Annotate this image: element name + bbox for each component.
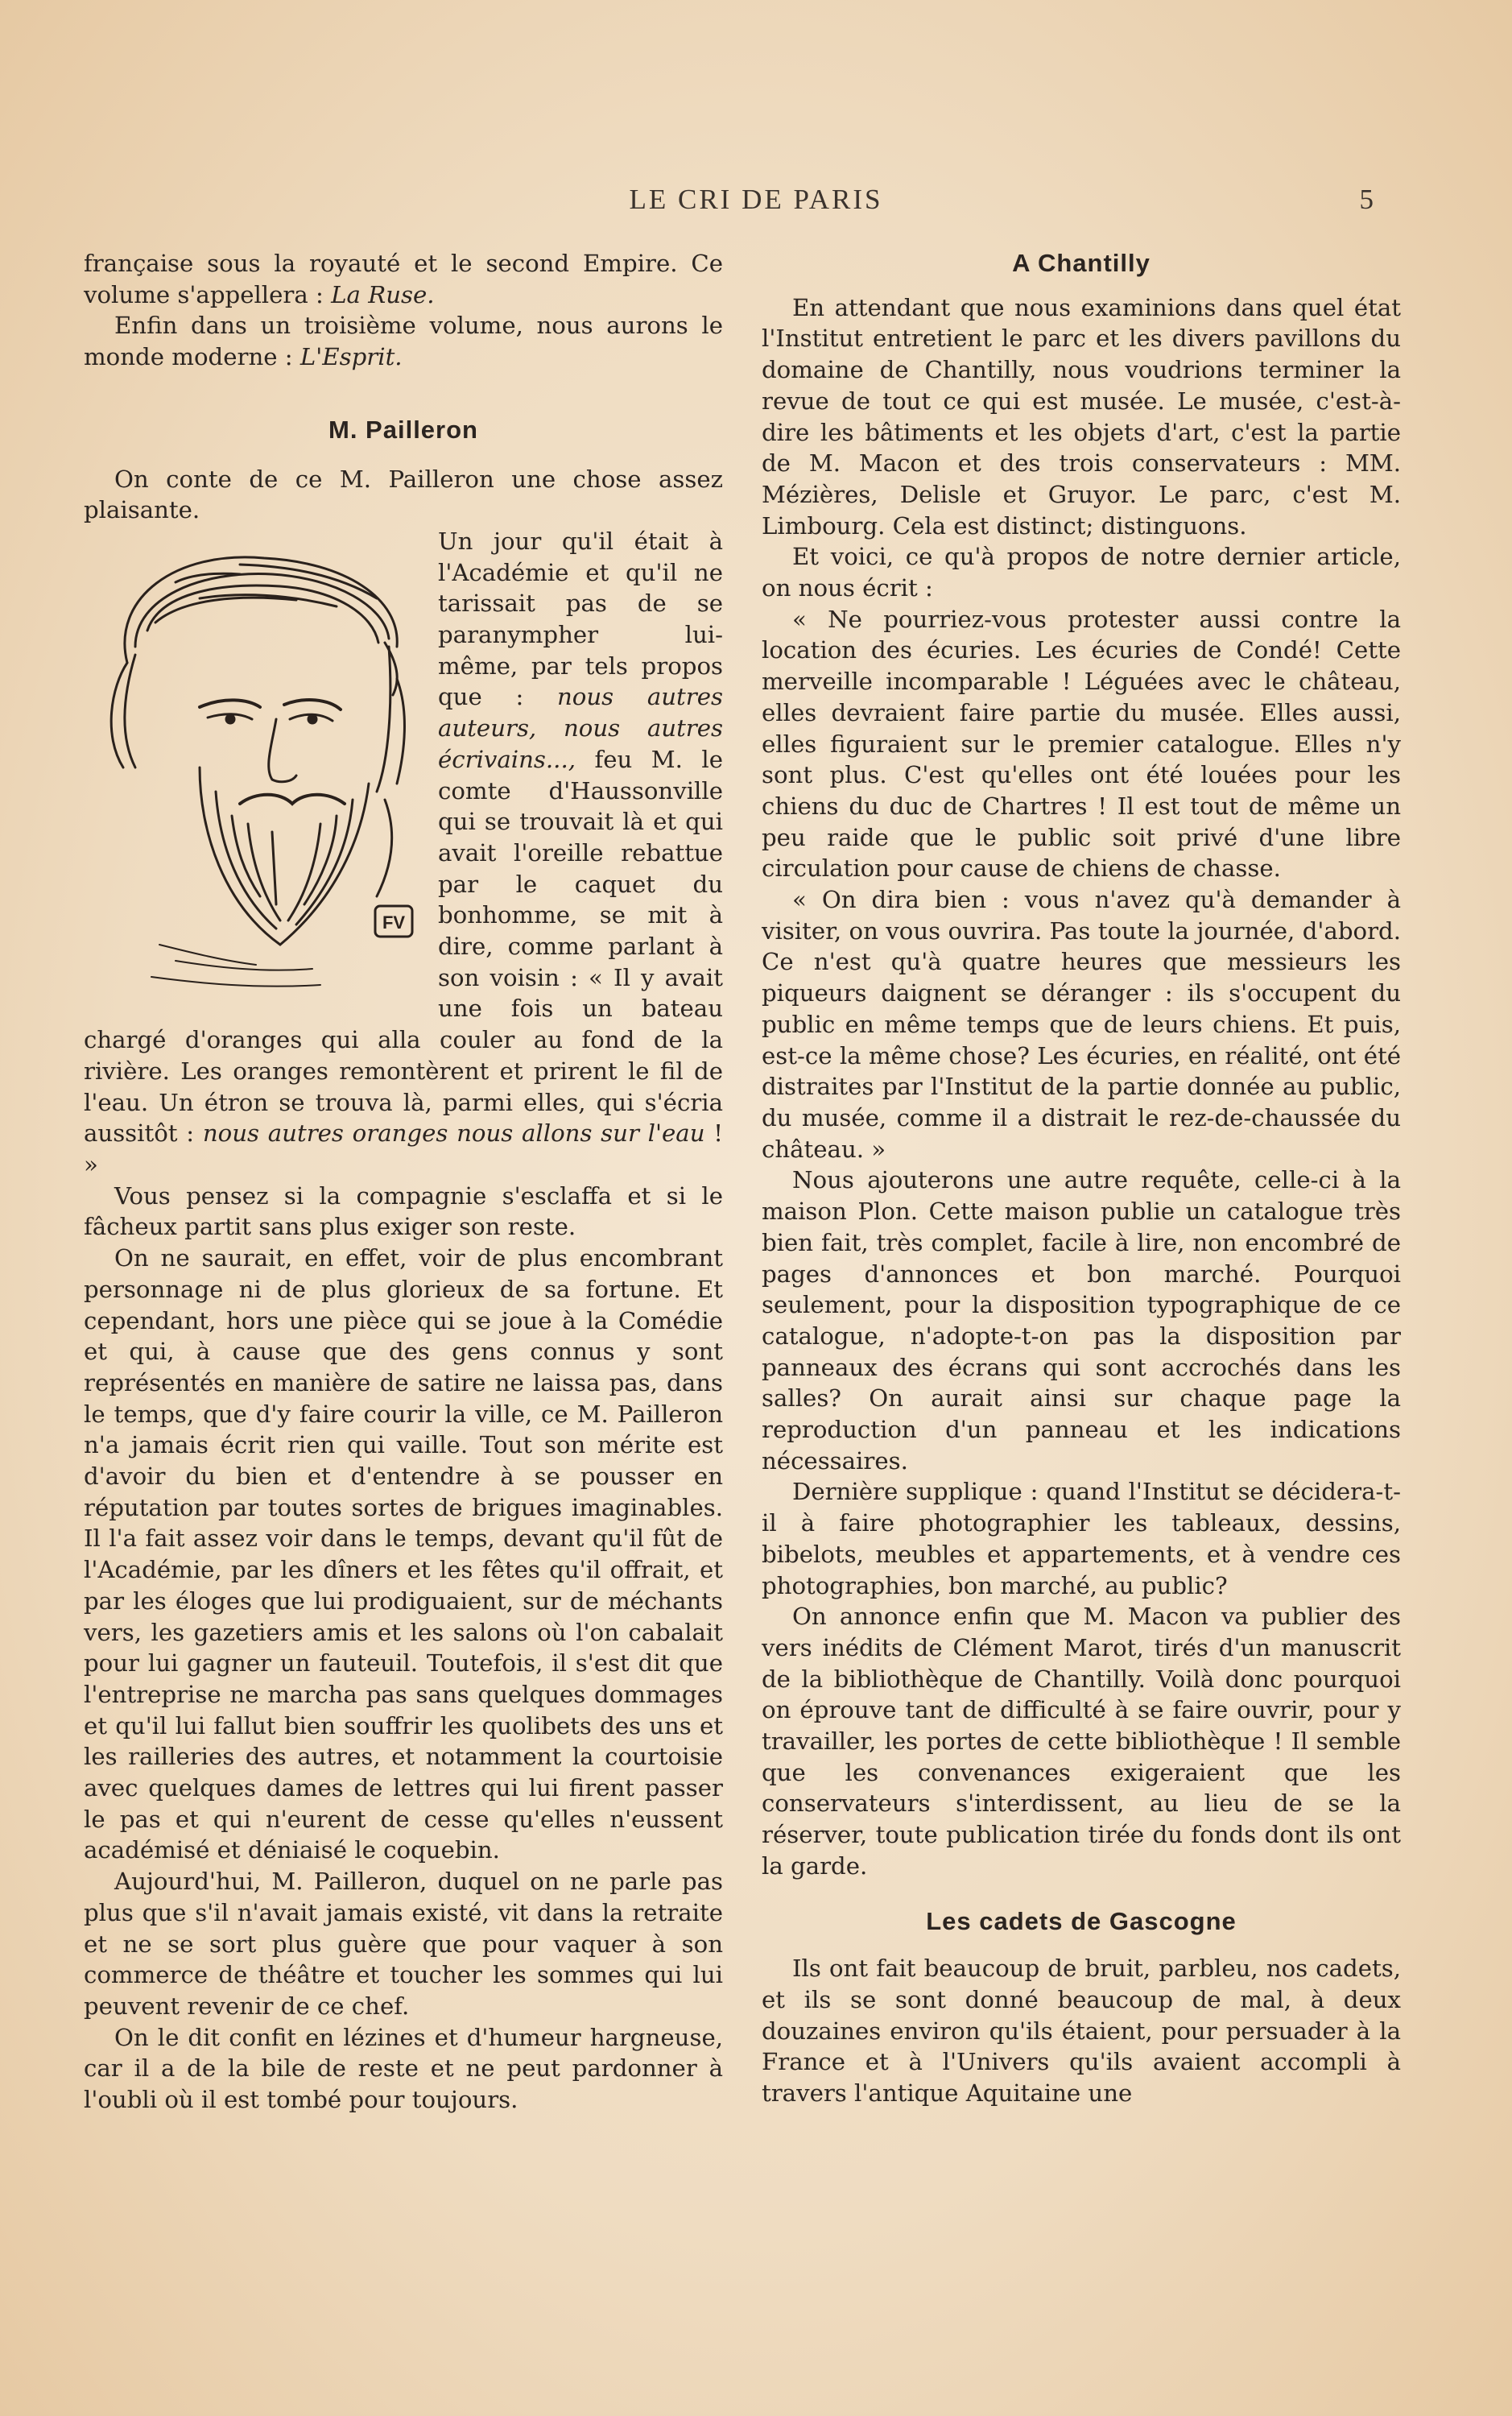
book-title: La Ruse. <box>331 280 435 308</box>
book-title: L'Esprit. <box>300 343 403 371</box>
paragraph: Vous pensez si la compagnie s'esclaffa et si le fâcheux partit sans plus exiger son reste. <box>84 1181 723 1241</box>
monogram-label: FV <box>382 912 406 933</box>
paragraph: Nous ajouterons une autre requête, celle-ci à la maison Plon. Cette maison publie un catalogue très bien fait, très complet, facile à lire, non encombré de pages d'annonces et bon marché. Pourquoi seulement, pour la disposition typographique de ce catalogue, n'adopte-t-on pas la disposition par panneaux des écrans qui sont accrochés dans les salles? On aurait ainsi sur chaque page la reproduction d'un panneau et les indications nécessaires. <box>762 1166 1401 1475</box>
paragraph: Dernière supplique : quand l'Institut se décidera-t-il à faire photographier les tableaux, dessins, bibelots, meubles et appartements, et à vendre ces photographies, bon marché, au public? <box>762 1478 1401 1599</box>
page-number: 5 <box>1359 184 1374 215</box>
paragraph-text: ! » <box>84 1119 723 1178</box>
paragraph: « On dira bien : vous n'avez qu'à demander à visiter, on vous ouvrira. Pas toute la journée, d'abord. Ce n'est qu'à quatre heures que messieurs les piqueurs daignent se déranger : ils s'occupent du public en même temps que de leurs chiens. Et puis, est-ce la même chose? Les écuries, en réalité, ont été distraites par l'Institut de la partie donnée au public, du musée, comme il a distrait le rez-de-chaussée du château. » <box>762 886 1401 1163</box>
paragraph: On le dit confit en lézines et d'humeur hargneuse, car il a de la bile de reste et ne peut pardonner à l'oubli où il est tombé pour toujours. <box>84 2023 723 2114</box>
section-heading-gascogne: Les cadets de Gascogne <box>926 1906 1237 1935</box>
paragraph: On ne saurait, en effet, voir de plus encombrant personnage ni de plus glorieux de sa fortune. Et cependant, hors une pièce qui se joue à la Comédie et qui, à cause que des gens connus y sont représentés en manière de satire ne laissa pas, dans le temps, que d'y faire courir la ville, ce M. Pailleron n'a jamais écrit rien qui vaille. Tout son mérite est d'avoir du bien et d'entendre à se pousser en réputation par toutes sortes de brigues imaginables. Il l'a fait assez voir dans le temps, devant qu'il fût de l'Académie, par les dîners et les fêtes qu'il offrait, et par les éloges que lui prodiguaient, sur de méchants vers, les gazetiers amis et les salons où l'on cabalait pour lui gagner un fauteuil. Toutefois, il s'est dit que l'entreprise ne marcha pas sans quelques dommages et qu'il lui fallut bien souffrir les quolibets des uns et les railleries des autres, et notamment la courtoisie avec quelques dames de lettres qui lui firent passer le pas et qui n'eurent de cesse qu'elles n'eussent académisé et déniaisé le coquebin. <box>84 1244 723 1864</box>
paragraph-text: Enfin dans un troisième volume, nous aurons le monde moderne : <box>84 312 723 371</box>
paragraph-text: feu M. le comte d'Haussonville qui se trouvait là et qui avait l'oreille rebattue par le caquet du bonhomme, se mit à dire, comme parlant à son voisin : « Il y avait une fois un bateau chargé d'oranges qui alla couler au fond de la rivière. Les oranges remontèrent et prirent le fil de l'eau. Un étron se trouva là, parmi elles, qui s'écria aussitôt : <box>84 745 723 1148</box>
paragraph-text: française sous la royauté et le second Empire. Ce volume s'appellera : <box>84 250 723 308</box>
paragraph-text: Un jour qu'il était à l'Académie et qu'il ne tarissait pas de se paranympher lui-même, par tels propos que : <box>438 527 723 711</box>
right-column <box>762 248 1401 2109</box>
quote-italic: nous autres auteurs, nous autres écrivains..., <box>438 683 723 773</box>
left-column <box>84 248 723 2116</box>
monogram-stamp <box>375 906 412 937</box>
paragraph <box>84 248 723 310</box>
paragraph: On conte de ce M. Pailleron une chose assez plaisante. <box>84 465 723 524</box>
running-title: LE CRI DE PARIS <box>629 184 883 215</box>
paragraph: Ils ont fait beaucoup de bruit, parbleu, nos cadets, et ils se sont donné beaucoup de mal, à deux douzaines environ qu'ils étaient, pour persuader à la France et à l'Univers qu'ils avaient accompli à travers l'antique Aquitaine une <box>762 1955 1401 2108</box>
paragraph: « Ne pourriez-vous protester aussi contre la location des écuries. Les écuries de Condé! Cette merveille incomparable ! Léguées avec le château, elles devraient faire partie du musée. Elles aussi, elles figuraient sur le premier catalogue. Elles n'y sont plus. C'est qu'elles ont été louées pour les chiens du duc de Chartres ! Il est tout de même un peu raide que le public soit privé d'une libre circulation pour cause de chiens de chasse. <box>762 605 1401 883</box>
paragraph: Et voici, ce qu'à propos de notre dernier article, on nous écrit : <box>762 543 1401 602</box>
section-heading-chantilly: A Chantilly <box>1012 249 1151 277</box>
portrait-illustration <box>79 526 433 1001</box>
quote-italic: nous autres oranges nous allons sur l'eau <box>202 1119 705 1148</box>
paragraph: En attendant que nous examinions dans quel état l'Institut entretient le parc et les divers pavillons du domaine de Chantilly, nous voudrions terminer la revue de tout ce qui est musée. Le musée, c'est-à-dire les bâtiments et les objets d'art, c'est la partie de M. Macon et des trois conservateurs : MM. Mézières, Delisle et Gruyor. Le parc, c'est M. Limbourg. Cela est distinct; distinguons. <box>762 293 1401 540</box>
page-header <box>0 184 1512 216</box>
section-heading-pailleron: M. Pailleron <box>328 415 478 444</box>
paragraph <box>84 310 723 372</box>
paragraph: On annonce enfin que M. Macon va publier des vers inédits de Clément Marot, tirés d'un manuscrit de la bibliothèque de Chantilly. Voilà donc pourquoi on éprouve tant de difficulté à se faire ouvrir, pour y travailler, les portes de cette bibliothèque ! Il semble que les convenances exigeraient que les conservateurs s'interdissent, au lieu de se la réserver, toute publication tirée du fonds dont ils ont la garde. <box>762 1603 1401 1880</box>
paragraph: Aujourd'hui, M. Pailleron, duquel on ne parle pas plus que s'il n'avait jamais existé, vit dans la retraite et ne se sort plus guère que pour vaquer à son commerce de théâtre et toucher les sommes qui lui peuvent revenir de ce chef. <box>84 1868 723 2020</box>
portrait-drawing <box>79 526 433 1001</box>
